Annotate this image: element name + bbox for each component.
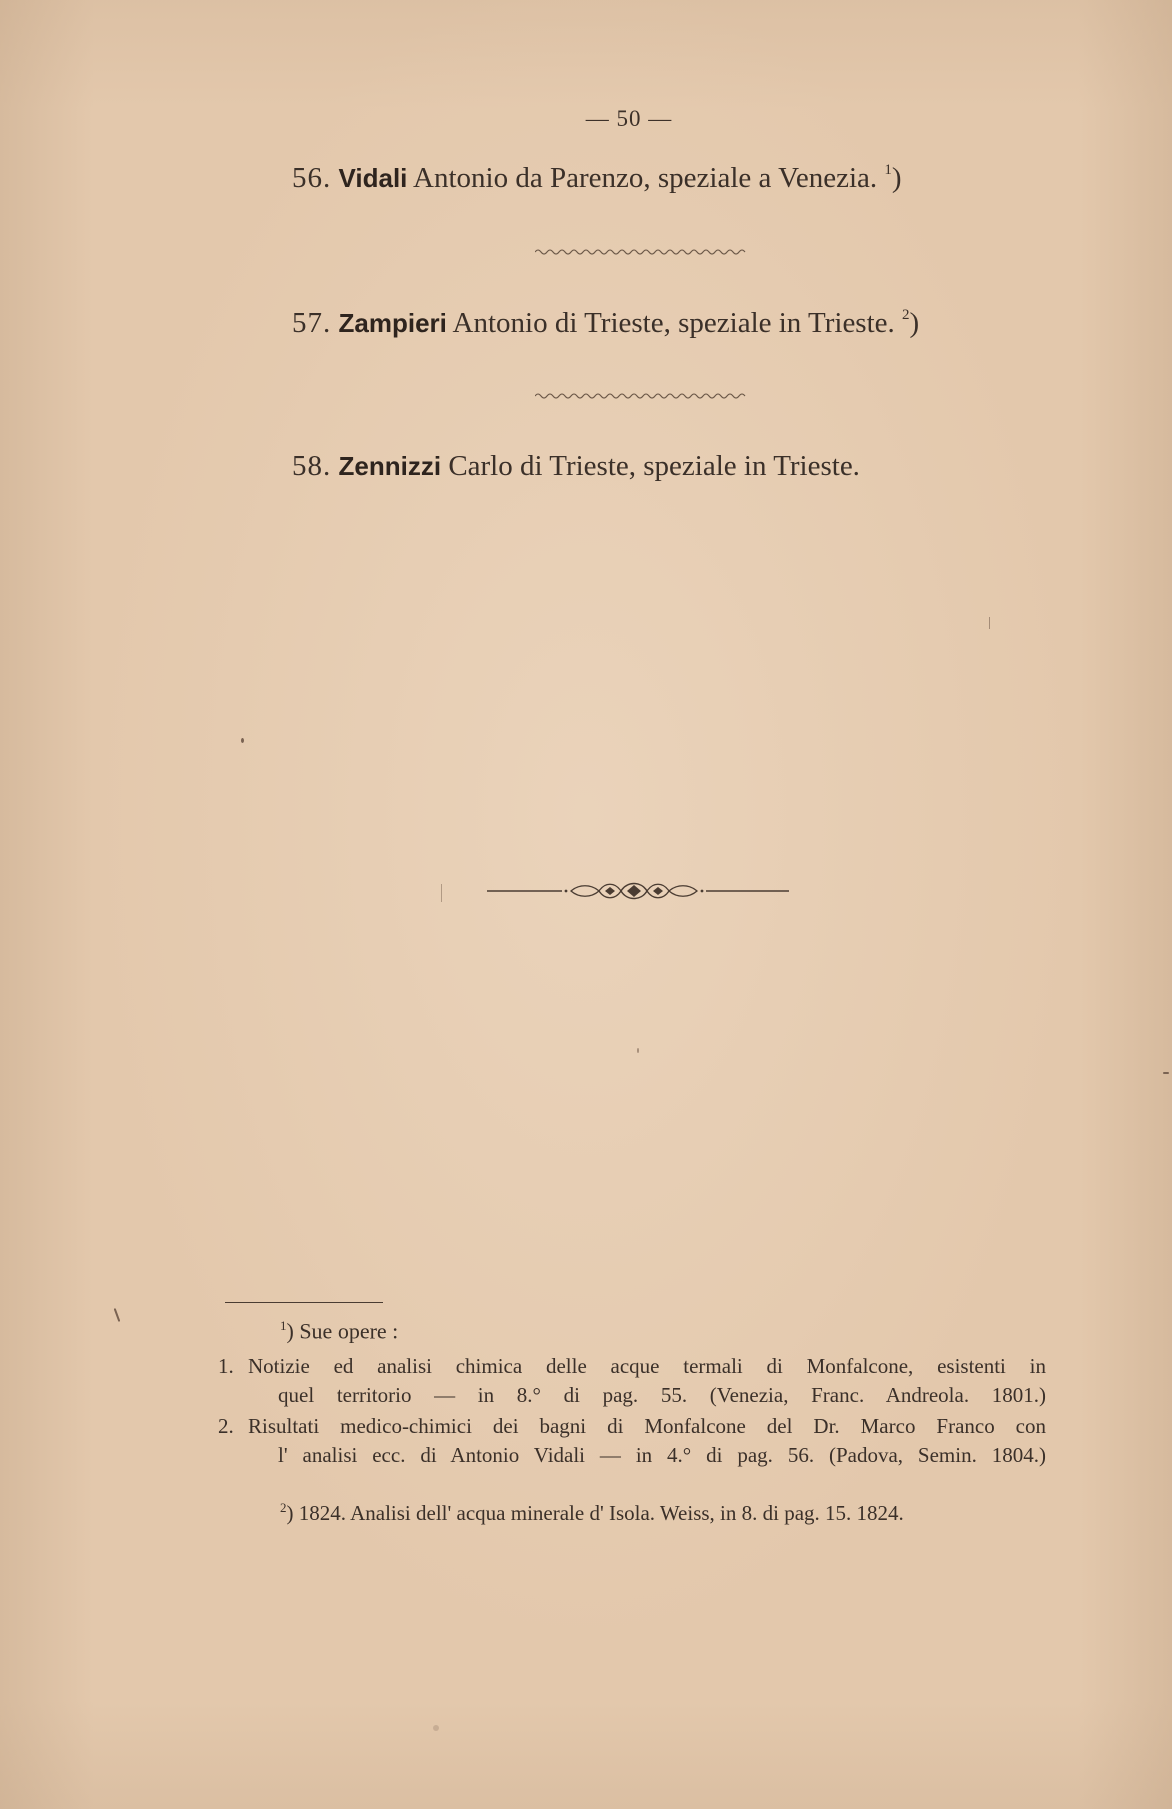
footnote-ref: 1: [884, 162, 892, 179]
paper-speck: [441, 884, 442, 902]
footnote-2-text: ) 1824. Analisi dell' acqua minerale d' Isola. Weiss, in 8. di pag. 15. 1824.: [286, 1501, 904, 1525]
paper-speck: [114, 1308, 121, 1322]
entry-surname: Zampieri: [338, 308, 447, 338]
entry-text: Antonio da Parenzo, speziale a Venezia.: [407, 162, 878, 194]
entry-surname: Vidali: [338, 163, 408, 193]
entry-58: [292, 450, 860, 483]
entry-surname: Zennizzi: [338, 451, 442, 481]
paper-speck: [1163, 1072, 1169, 1074]
paper-speck: [241, 738, 244, 743]
entry-text: Carlo di Trieste, speziale in Trieste.: [441, 450, 860, 482]
entry-number: 58.: [292, 450, 332, 482]
paper-speck: [989, 617, 990, 629]
entry-57: [292, 307, 919, 340]
footnote-ref: 2: [902, 307, 910, 324]
footnote-item: [218, 1412, 1046, 1470]
footnote-rule: [225, 1302, 383, 1303]
footnote-ref-paren: ): [891, 162, 902, 194]
footnote-item-line: quel territorio — in 8.° di pag. 55. (Venezia, Franc. Andreola. 1801.): [278, 1383, 1046, 1407]
footnote-item-line: Risultati medico-chimici dei bagni di Monfalcone del Dr. Marco Franco con: [248, 1414, 1046, 1438]
footnote-mark: 1: [280, 1318, 287, 1333]
paper-speck: [637, 1048, 639, 1053]
entry-56: [292, 162, 902, 195]
footnote-intro-text: ) Sue opere :: [286, 1318, 399, 1344]
footnote-mark: 2: [280, 1500, 287, 1515]
footnote-item-line: Notizie ed analisi chimica delle acque termali di Monfalcone, esistenti in: [248, 1354, 1046, 1378]
wavy-divider: [535, 246, 747, 258]
footnote-2: [280, 1500, 1046, 1526]
wavy-divider: [535, 390, 747, 402]
entry-number: 57.: [292, 307, 332, 339]
page-number: — 50 —: [585, 106, 673, 131]
footnote-item-index: 2.: [218, 1414, 234, 1438]
ornament-divider: [487, 876, 789, 906]
paper-speck: [433, 1725, 439, 1731]
footnote-ref-paren: ): [909, 307, 920, 339]
footnote-1-intro: [280, 1318, 398, 1344]
footnote-item-index: 1.: [218, 1354, 234, 1378]
footnote-item: [218, 1352, 1046, 1410]
entry-number: 56.: [292, 162, 332, 194]
entry-text: Antonio di Trieste, speziale in Trieste.: [446, 307, 895, 339]
footnote-item-line: l' analisi ecc. di Antonio Vidali — in 4.° di pag. 56. (Padova, Semin. 1804.): [278, 1443, 1046, 1467]
